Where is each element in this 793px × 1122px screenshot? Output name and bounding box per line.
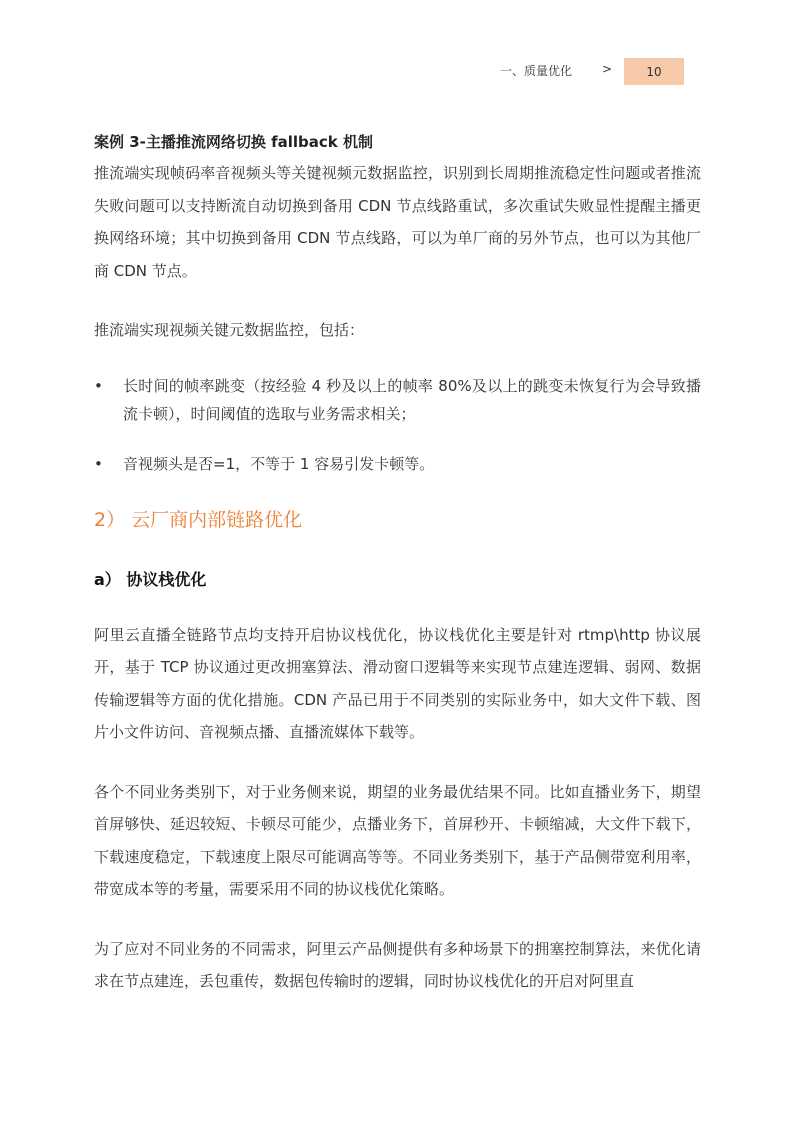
section2-paragraph-2: 各个不同业务类别下，对于业务侧来说，期望的业务最优结果不同。比如直播业务下，期望首屏够快、延迟较短、卡顿尽可能少，点播业务下，首屏秒开、卡顿缩减，大文件下载下，下载速度稳定，下载速度上限尽可能调高等等。不同业务类别下，基于产品侧带宽利用率，带宽成本等的考量，需要采用不同的协议栈优化策略。 [94, 782, 701, 898]
header-section-title: 一、质量优化 [500, 64, 573, 78]
bullet-dot: • [94, 376, 103, 395]
list-item [94, 372, 701, 428]
section-heading: 2） 云厂商内部链路优化 [94, 508, 303, 531]
section2-paragraph-1: 阿里云直播全链路节点均支持开启协议栈优化，协议栈优化主要是针对 rtmp\http 协议展开，基于 TCP 协议通过更改拥塞算法、滑动窗口逻辑等来实现节点建连逻辑、弱网、数据传输逻辑等方面的优化措施。CDN 产品已用于不同类别的实际业务中，如大文件下载、图片小文件访问、音视频点播、直播流媒体下载等。 [94, 625, 701, 741]
bullet-text: 长时间的帧率跳变（按经验 4 秒及以上的帧率 80%及以上的跳变未恢复行为会导致播流卡顿），时间阈值的选取与业务需求相关； [123, 376, 701, 423]
bullet-dot: • [94, 454, 103, 473]
list-item [94, 450, 701, 478]
case3-paragraph-2: 推流端实现视频关键元数据监控，包括： [94, 321, 365, 339]
page-number: 10 [646, 64, 662, 79]
page-content [94, 128, 701, 998]
section2-paragraph-3: 为了应对不同业务的不同需求，阿里云产品侧提供有多种场景下的拥塞控制算法，来优化请求在节点建连，丢包重传，数据包传输时的逻辑，同时协议栈优化的开启对阿里直 [94, 939, 701, 990]
case3-paragraph-1: 推流端实现帧码率音视频头等关键视频元数据监控，识别到长周期推流稳定性问题或者推流失败问题可以支持断流自动切换到备用 CDN 节点线路重试，多次重试失败显性提醒主播更换网络环境；其中切换到备用 CDN 节点线路，可以为单厂商的另外节点，也可以为其他厂商 CDN 节点。 [94, 164, 701, 280]
page-number-box [624, 58, 684, 85]
case3-bullet-list [94, 372, 701, 478]
page-header [0, 58, 793, 85]
subsection-heading: a） 协议栈优化 [94, 569, 207, 589]
case3-title: 案例 3-主播推流网络切换 fallback 机制 [94, 133, 373, 151]
header-separator: > [602, 62, 613, 76]
bullet-text: 音视频头是否=1，不等于 1 容易引发卡顿等。 [123, 454, 435, 473]
